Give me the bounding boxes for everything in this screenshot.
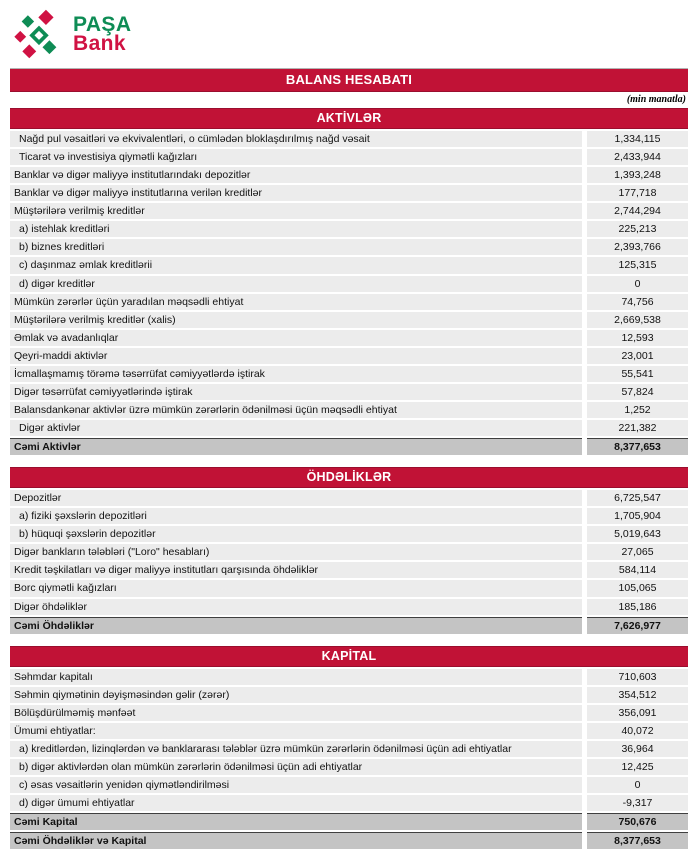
table-row	[10, 221, 688, 237]
row-label: c) əsas vəsaitlərin yenidən qiymətləndirilməsi	[10, 777, 582, 793]
table-row	[10, 276, 688, 292]
row-label: Digər bankların tələbləri ("Loro" hesabları)	[10, 544, 582, 560]
section-rows	[10, 131, 688, 455]
row-label: b) digər aktivlərdən olan mümkün zərərlərin ödənilməsi üçün adi ehtiyatlar	[10, 759, 582, 775]
row-label: b) hüquqi şəxslərin depozitlər	[10, 526, 582, 542]
table-row	[10, 420, 688, 436]
table-row	[10, 580, 688, 596]
row-value: 27,065	[587, 544, 688, 560]
row-label: Balansdankənar aktivlər üzrə mümkün zərərlərin ödənilməsi üçün məqsədli ehtiyat	[10, 402, 582, 418]
row-value: 36,964	[587, 741, 688, 757]
table-row	[10, 777, 688, 793]
table-row	[10, 795, 688, 811]
section-header: AKTİVLƏR	[10, 108, 688, 129]
row-label: Qeyri-maddi aktivlər	[10, 348, 582, 364]
table-row	[10, 402, 688, 418]
section-rows	[10, 490, 688, 634]
row-value: 356,091	[587, 705, 688, 721]
row-value: 12,593	[587, 330, 688, 346]
row-value: 57,824	[587, 384, 688, 400]
row-label: Digər öhdəliklər	[10, 599, 582, 615]
table-row	[10, 384, 688, 400]
row-value: 2,433,944	[587, 149, 688, 165]
row-label: Ticarət və investisiya qiymətli kağızları	[10, 149, 582, 165]
row-value: 6,725,547	[587, 490, 688, 506]
report-sections	[10, 108, 688, 849]
row-value: 0	[587, 777, 688, 793]
row-value: 0	[587, 276, 688, 292]
table-row	[10, 167, 688, 183]
row-label: c) daşınmaz əmlak kreditlərii	[10, 257, 582, 273]
row-label: Səhmdar kapitalı	[10, 669, 582, 685]
section-header: ÖHDƏLİKLƏR	[10, 467, 688, 488]
row-value: 2,669,538	[587, 312, 688, 328]
table-row	[10, 705, 688, 721]
table-row	[10, 813, 688, 830]
row-label: Kredit təşkilatları və digər maliyyə institutları qarşısında öhdəliklər	[10, 562, 582, 578]
section-header: KAPİTAL	[10, 646, 688, 667]
row-value: 225,213	[587, 221, 688, 237]
row-label: Banklar və digər maliyyə institutlarındakı depozitlər	[10, 167, 582, 183]
row-value: 1,334,115	[587, 131, 688, 147]
section-rows	[10, 669, 688, 849]
table-row	[10, 348, 688, 364]
row-label: İcmallaşmamış törəmə təsərrüfat cəmiyyətlərdə iştirak	[10, 366, 582, 382]
row-label: Bölüşdürülməmiş mənfəət	[10, 705, 582, 721]
row-value: 221,382	[587, 420, 688, 436]
row-value: 750,676	[587, 813, 688, 830]
row-label: Borc qiymətli kağızları	[10, 580, 582, 596]
pasha-bank-logo-icon	[14, 9, 64, 59]
table-row	[10, 617, 688, 634]
row-value: -9,317	[587, 795, 688, 811]
row-label: Cəmi Kapital	[10, 813, 582, 830]
row-label: a) fiziki şəxslərin depozitləri	[10, 508, 582, 524]
row-label: Cəmi Aktivlər	[10, 438, 582, 455]
row-label: a) istehlak kreditləri	[10, 221, 582, 237]
bank-name-line1: PAŞA	[73, 12, 132, 36]
row-value: 7,626,977	[587, 617, 688, 634]
row-value: 8,377,653	[587, 832, 688, 849]
row-label: Müştərilərə verilmiş kreditlər (xalis)	[10, 312, 582, 328]
row-label: Banklar və digər maliyyə institutlarına verilən kreditlər	[10, 185, 582, 201]
row-value: 177,718	[587, 185, 688, 201]
report-section	[10, 467, 688, 634]
table-row	[10, 312, 688, 328]
row-value: 710,603	[587, 669, 688, 685]
table-row	[10, 544, 688, 560]
row-label: b) biznes kreditləri	[10, 239, 582, 255]
table-row	[10, 185, 688, 201]
row-value: 12,425	[587, 759, 688, 775]
row-label: Cəmi Öhdəliklər	[10, 617, 582, 634]
brand-header	[14, 9, 688, 59]
table-row	[10, 723, 688, 739]
table-row	[10, 294, 688, 310]
report-section	[10, 646, 688, 849]
row-value: 1,252	[587, 402, 688, 418]
table-row	[10, 759, 688, 775]
row-value: 8,377,653	[587, 438, 688, 455]
row-value: 1,393,248	[587, 167, 688, 183]
bank-name-line2: Bank	[73, 32, 126, 55]
table-row	[10, 832, 688, 849]
row-value: 185,186	[587, 599, 688, 615]
row-label: Nağd pul vəsaitləri və ekvivalentləri, o cümlədən bloklaşdırılmış nağd vəsait	[10, 131, 582, 147]
row-value: 2,744,294	[587, 203, 688, 219]
table-row	[10, 490, 688, 506]
row-label: Cəmi Öhdəliklər və Kapital	[10, 832, 582, 849]
row-value: 584,114	[587, 562, 688, 578]
row-value: 1,705,904	[587, 508, 688, 524]
row-label: d) digər kreditlər	[10, 276, 582, 292]
row-label: Müştərilərə verilmiş kreditlər	[10, 203, 582, 219]
row-label: a) kreditlərdən, lizinqlərdən və banklararası tələblər üzrə mümkün zərərlərin ödənilməsi üçün adi ehtiyatlar	[10, 741, 582, 757]
table-row	[10, 508, 688, 524]
row-label: d) digər ümumi ehtiyatlar	[10, 795, 582, 811]
row-label: Əmlak və avadanlıqlar	[10, 330, 582, 346]
row-label: Digər aktivlər	[10, 420, 582, 436]
table-row	[10, 149, 688, 165]
bank-wordmark	[73, 12, 132, 55]
row-value: 354,512	[587, 687, 688, 703]
table-row	[10, 330, 688, 346]
table-row	[10, 203, 688, 219]
table-row	[10, 239, 688, 255]
table-row	[10, 741, 688, 757]
row-label: Mümkün zərərlər üçün yaradılan məqsədli ehtiyat	[10, 294, 582, 310]
row-value: 74,756	[587, 294, 688, 310]
table-row	[10, 257, 688, 273]
row-value: 40,072	[587, 723, 688, 739]
row-label: Digər təsərrüfat cəmiyyətlərində iştirak	[10, 384, 582, 400]
row-value: 55,541	[587, 366, 688, 382]
report-title: BALANS HESABATI	[10, 68, 688, 92]
unit-note: (min manatla)	[626, 94, 686, 105]
row-value: 23,001	[587, 348, 688, 364]
table-row	[10, 526, 688, 542]
table-row	[10, 366, 688, 382]
table-row	[10, 438, 688, 455]
row-value: 125,315	[587, 257, 688, 273]
table-row	[10, 599, 688, 615]
row-label: Depozitlər	[10, 490, 582, 506]
table-row	[10, 687, 688, 703]
report-section	[10, 108, 688, 455]
row-value: 105,065	[587, 580, 688, 596]
table-row	[10, 131, 688, 147]
row-label: Səhmin qiymətinin dəyişməsindən gəlir (zərər)	[10, 687, 582, 703]
row-label: Ümumi ehtiyatlar:	[10, 723, 582, 739]
row-value: 5,019,643	[587, 526, 688, 542]
row-value: 2,393,766	[587, 239, 688, 255]
table-row	[10, 562, 688, 578]
table-row	[10, 669, 688, 685]
